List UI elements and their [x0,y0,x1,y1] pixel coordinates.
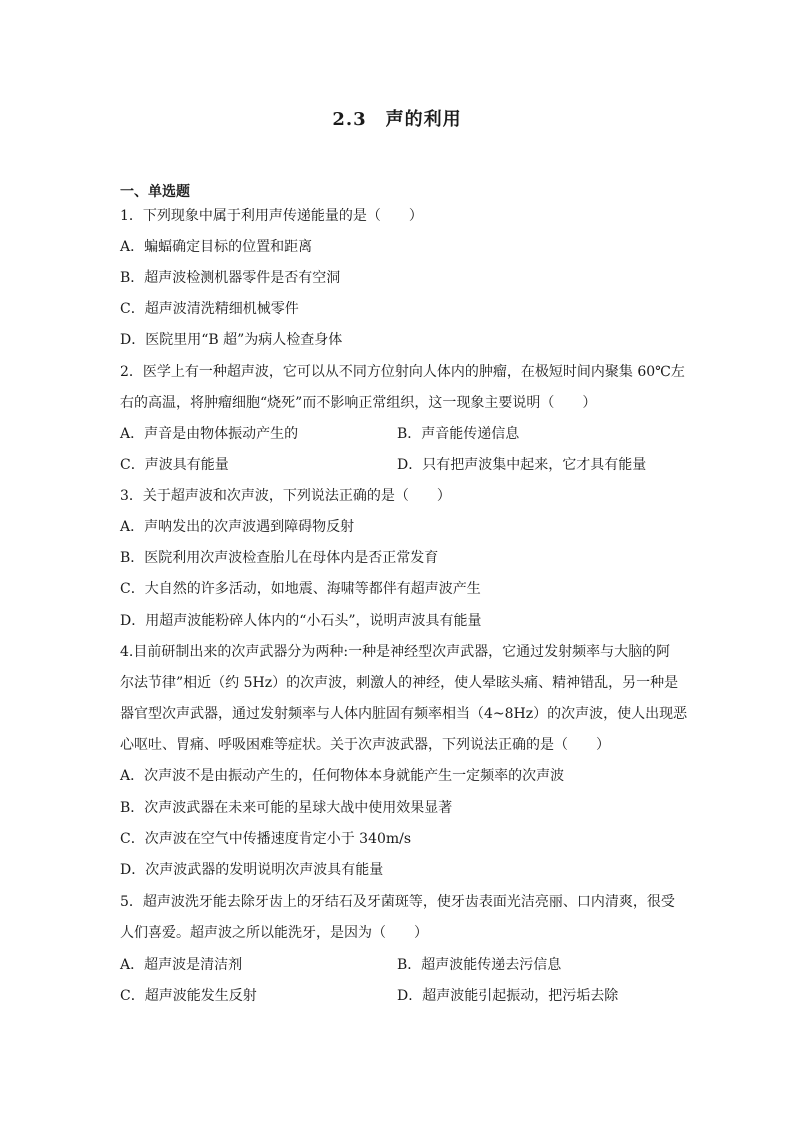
question-2-option-b: B．声音能传递信息 [397,426,520,442]
question-5-option-a: A．超声波是清洁剂 [120,957,243,973]
question-4-stem-line-4: 心呕吐、胃痛、呼吸困难等症状。关于次声波武器，下列说法正确的是（ ） [120,737,610,753]
question-2-option-c: C．声波具有能量 [120,457,229,473]
page-title: 2.3 声的利用 [332,109,462,130]
question-2-stem-line-2: 右的高温，将肿瘤细胞“烧死”而不影响正常组织，这一现象主要说明（ ） [120,395,597,411]
question-3-option-d: D．用超声波能粉碎人体内的“小石头”，说明声波具有能量 [120,613,482,629]
question-5-option-c: C．超声波能发生反射 [120,988,257,1004]
question-4-stem-line-3: 器官型次声武器，通过发射频率与人体内脏固有频率相当（4~8Hz）的次声波，使人出现恶 [120,706,688,722]
question-5-stem-line-1: 5．超声波洗牙能去除牙齿上的牙结石及牙菌斑等，使牙齿表面光洁亮丽、口内清爽，很受 [120,894,675,910]
question-3-stem: 3．关于超声波和次声波，下列说法正确的是（ ） [120,488,451,504]
question-5-option-b: B．超声波能传递去污信息 [397,957,562,973]
question-5-option-d: D．超声波能引起振动，把污垢去除 [397,988,619,1004]
question-4-option-c: C．次声波在空气中传播速度肯定小于 340m/s [120,831,412,847]
question-1-option-a: A．蝙蝠确定目标的位置和距离 [120,239,313,255]
question-3-option-a: A．声呐发出的次声波遇到障碍物反射 [120,519,355,535]
question-1-stem: 1．下列现象中属于利用声传递能量的是（ ） [120,208,423,224]
question-4-stem-line-2: 尔法节律”相近（约 5Hz）的次声波，刺激人的神经，使人晕眩头痛、精神错乱，另一种是 [120,675,679,691]
question-5-stem-line-2: 人们喜爱。超声波之所以能洗牙，是因为（ ） [120,925,428,941]
question-4-stem-line-1: 4.目前研制出来的次声武器分为两种:一种是神经型次声武器，它通过发射频率与大脑的阿 [120,644,671,660]
question-1-option-d: D．医院里用“B 超”为病人检查身体 [120,332,343,348]
question-4-option-b: B．次声波武器在未来可能的星球大战中使用效果显著 [120,800,453,816]
question-2-option-a: A．声音是由物体振动产生的 [120,426,299,442]
question-3-option-b: B．医院利用次声波检查胎儿在母体内是否正常发育 [120,550,439,566]
question-3-option-c: C．大自然的许多活动，如地震、海啸等都伴有超声波产生 [120,581,481,597]
question-1-option-b: B．超声波检测机器零件是否有空洞 [120,270,341,286]
question-4-option-d: D．次声波武器的发明说明次声波具有能量 [120,862,384,878]
question-2-stem-line-1: 2．医学上有一种超声波，它可以从不同方位射向人体内的肿瘤，在极短时间内聚集 60℃左 [120,364,685,380]
question-2-option-d: D．只有把声波集中起来，它才具有能量 [397,457,647,473]
question-1-option-c: C．超声波清洗精细机械零件 [120,301,299,317]
question-4-option-a: A．次声波不是由振动产生的，任何物体本身就能产生一定频率的次声波 [120,768,565,784]
section-heading: 一、单选题 [120,184,190,200]
